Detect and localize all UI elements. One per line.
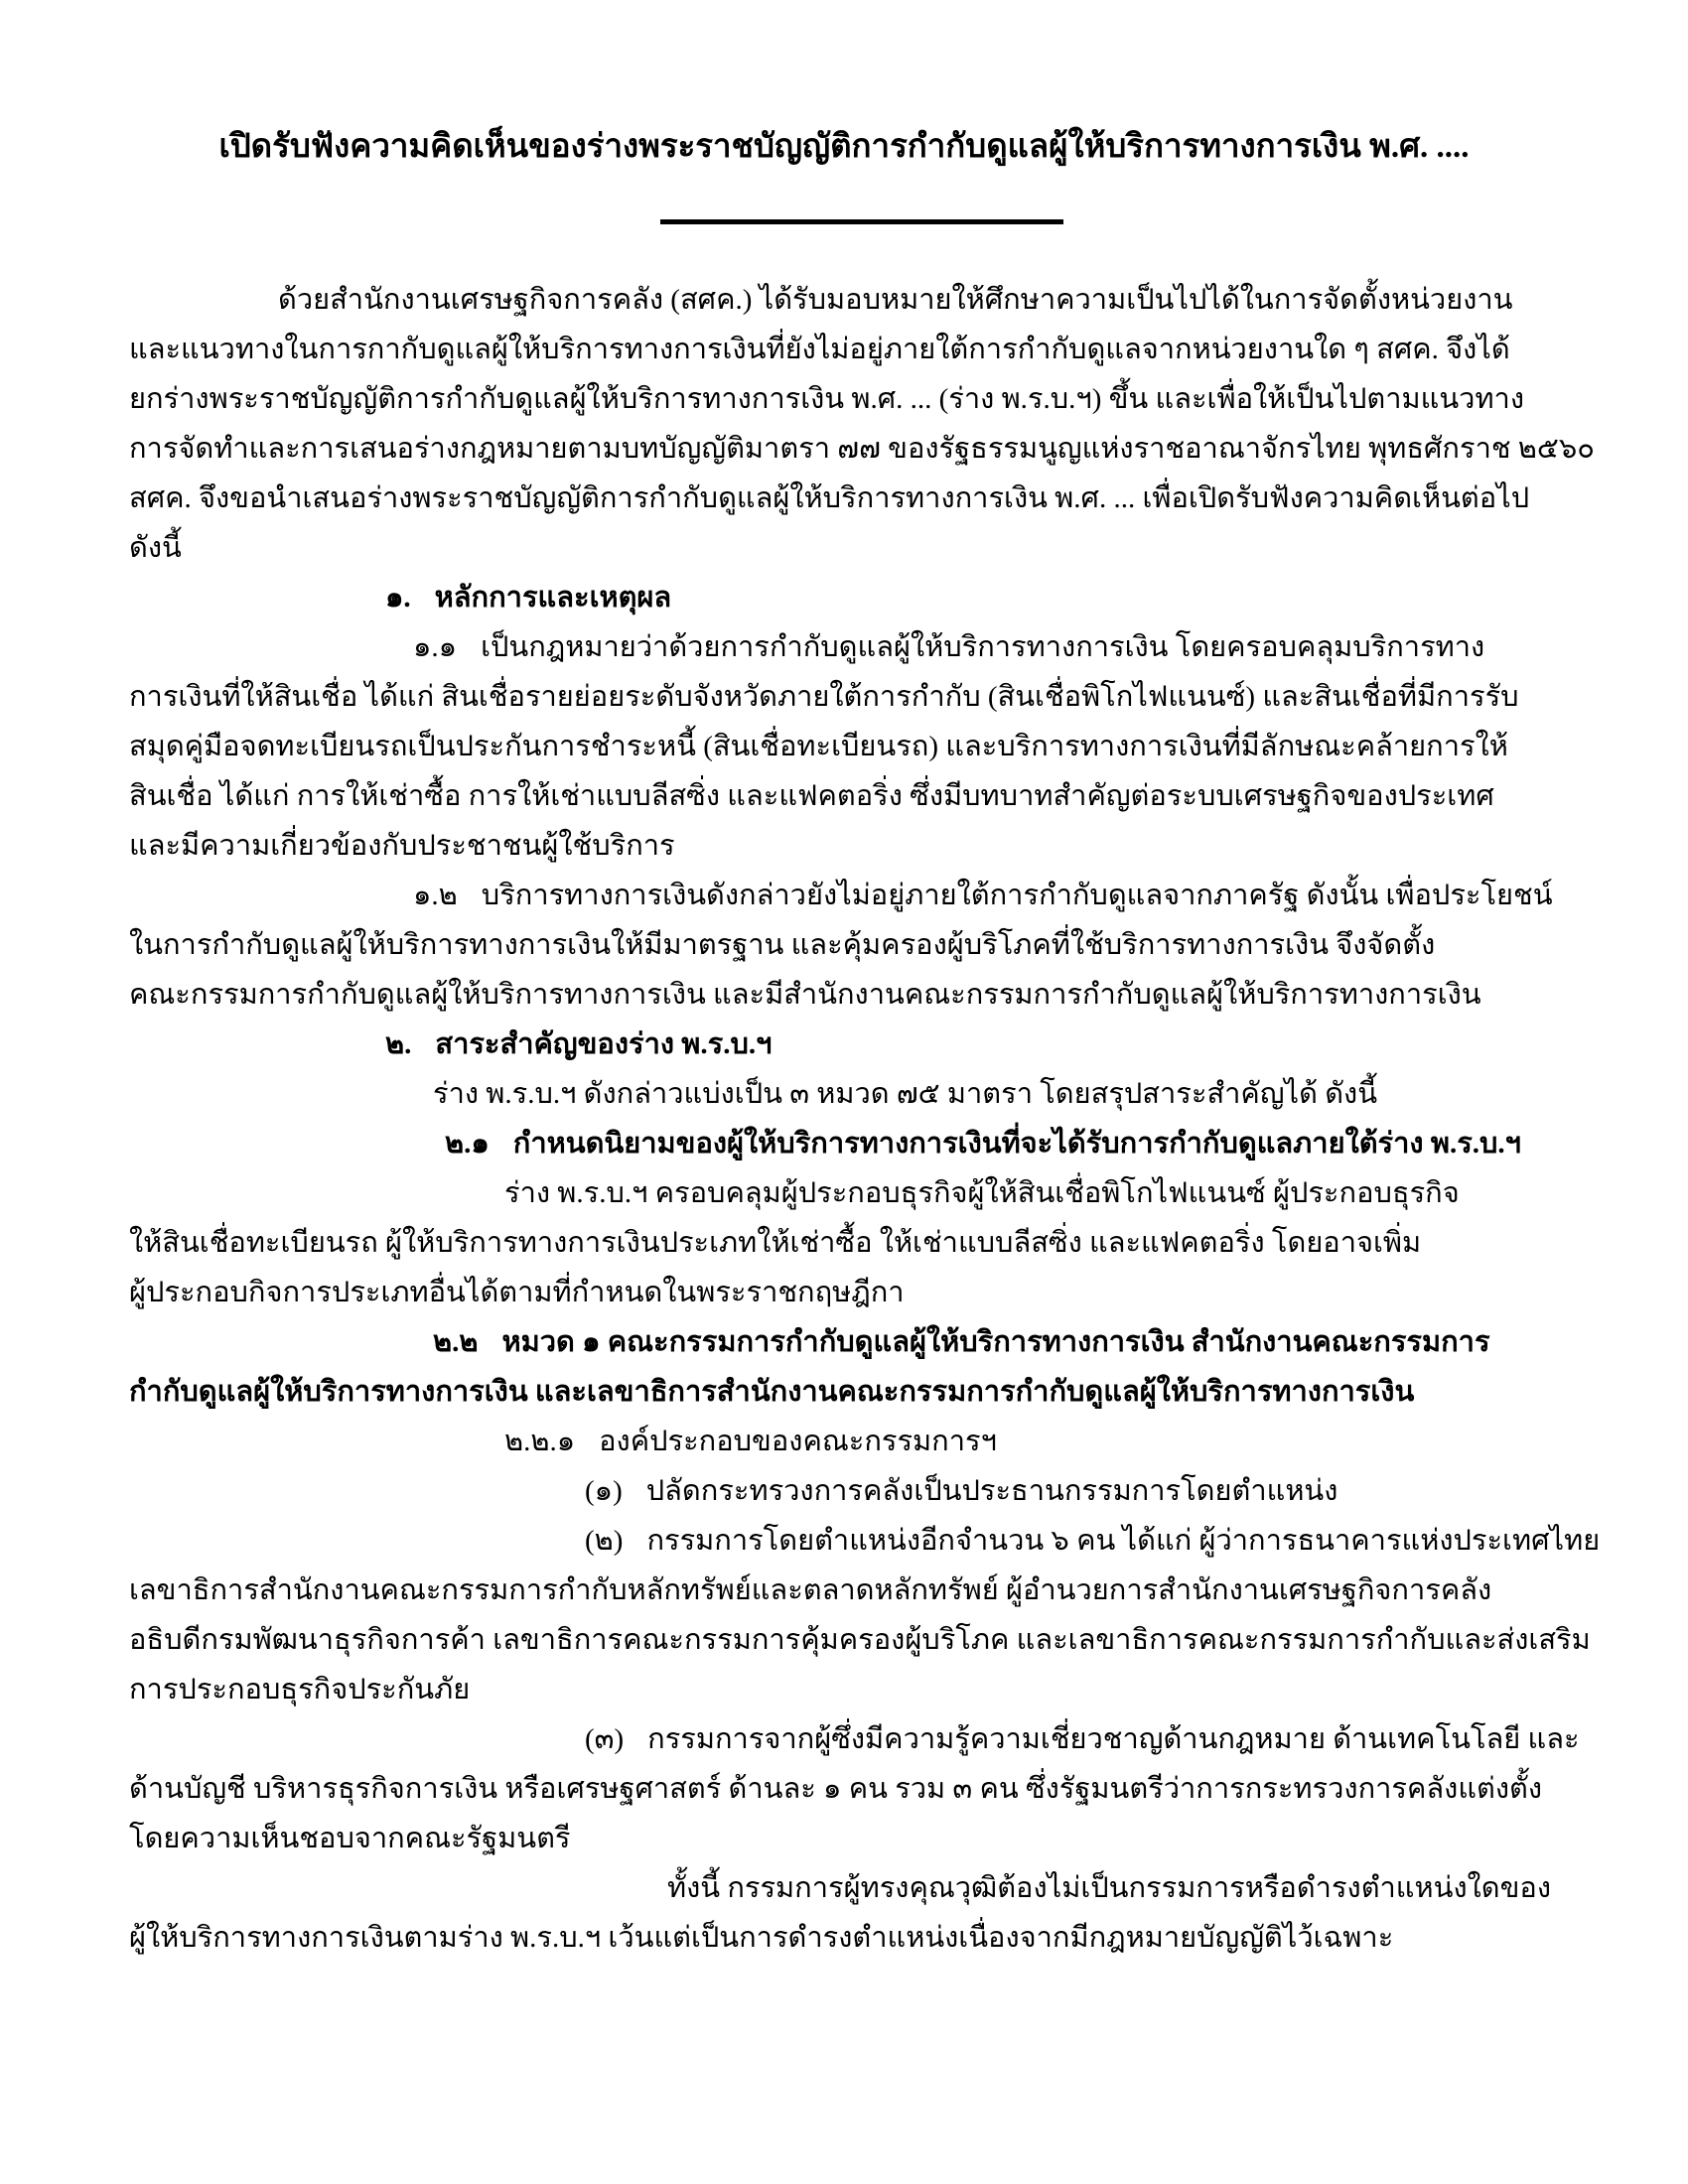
- line-text: อธิบดีกรมพัฒนาธุรกิจการค้า เลขาธิการคณะกรรมการคุ้มครองผู้บริโภค และเลขาธิการคณะกรรมการกำกับและส่งเสริม: [129, 1624, 1591, 1656]
- line-text: เป็นกฎหมายว่าด้วยการกำกับดูแลผู้ให้บริการทางการเงิน โดยครอบคลุมบริการทาง: [481, 631, 1485, 663]
- line-text: กรรมการโดยตำแหน่งอีกจำนวน ๖ คน ได้แก่ ผู้ว่าการธนาคารแห่งประเทศไทย: [646, 1525, 1601, 1557]
- line-text: การเงินที่ให้สินเชื่อ ได้แก่ สินเชื่อรายย่อยระดับจังหวัดภายใต้การกำกับ (สินเชื่อพิโกไฟแนนซ์) และสินเชื่อที่มีการรับ: [129, 681, 1519, 713]
- line-number: (๓): [585, 1723, 625, 1755]
- line-text: ในการกำกับดูแลผู้ให้บริการทางการเงินให้มีมาตรฐาน และคุ้มครองผู้บริโภคที่ใช้บริการทางการเงิน จึงจัดตั้ง: [129, 929, 1436, 961]
- text-line: [667, 1863, 1559, 1913]
- line-text: สศค. จึงขอนำเสนอร่างพระราชบัญญัติการกำกับดูแลผู้ให้บริการทางการเงิน พ.ศ. ... เพื่อเปิดรับฟังความคิดเห็นต่อไป: [129, 482, 1530, 514]
- text-line: [129, 474, 1559, 523]
- text-line: [129, 1566, 1559, 1615]
- text-line: [129, 821, 1559, 871]
- text-line: [129, 1665, 1559, 1714]
- text-line: [129, 523, 1559, 573]
- text-line: [129, 1615, 1591, 1665]
- text-line: [504, 1417, 1559, 1466]
- line-text: ด้วยสำนักงานเศรษฐกิจการคลัง (สศค.) ได้รับมอบหมายให้ศึกษาความเป็นไปได้ในการจัดตั้งหน่วยงาน: [278, 284, 1513, 316]
- line-number: ๒.: [385, 1028, 412, 1060]
- text-line: [129, 325, 1559, 374]
- text-line: [129, 771, 1559, 821]
- line-number: ๒.๒: [433, 1326, 479, 1358]
- line-text: บริการทางการเงินดังกล่าวยังไม่อยู่ภายใต้การกำกับดูแลจากภาครัฐ ดังนั้น เพื่อประโยชน์: [481, 880, 1553, 911]
- text-line: [278, 275, 1559, 325]
- line-text: กำหนดนิยามของผู้ให้บริการทางการเงินที่จะได้รับการกำกับดูแลภายใต้ร่าง พ.ร.บ.ฯ: [512, 1128, 1521, 1160]
- line-text: โดยความเห็นชอบจากคณะรัฐมนตรี: [129, 1823, 571, 1854]
- line-text: การประกอบธุรกิจประกันภัย: [129, 1674, 471, 1706]
- line-text: ทั้งนี้ กรรมการผู้ทรงคุณวุฒิต้องไม่เป็นกรรมการหรือดำรงตำแหน่งใดของ: [667, 1872, 1551, 1904]
- line-text: กำกับดูแลผู้ให้บริการทางการเงิน และเลขาธิการสำนักงานคณะกรรมการกำกับดูแลผู้ให้บริการทางการเงิน: [129, 1376, 1415, 1408]
- text-line: [433, 1317, 1559, 1367]
- line-text: ผู้ให้บริการทางการเงินตามร่าง พ.ร.บ.ฯ เว้นแต่เป็นการดำรงตำแหน่งเนื่องจากมีกฎหมายบัญญัติไว้เฉพาะ: [129, 1922, 1394, 1954]
- line-text: ผู้ประกอบกิจการประเภทอื่นได้ตามที่กำหนดในพระราชกฤษฎีกา: [129, 1277, 905, 1308]
- document-title: เปิดรับฟังความคิดเห็นของร่างพระราชบัญญัติการกำกับดูแลผู้ให้บริการทางการเงิน พ.ศ. ....: [218, 129, 1470, 165]
- line-text: ด้านบัญชี บริหารธุรกิจการเงิน หรือเศรษฐศาสตร์ ด้านละ ๑ คน รวม ๓ คน ซึ่งรัฐมนตรีว่าการกระทรวงการคลังแต่งตั้ง: [129, 1773, 1542, 1805]
- line-text: สาระสำคัญของร่าง พ.ร.บ.ฯ: [435, 1028, 773, 1060]
- text-line: [385, 573, 1559, 622]
- text-line: [129, 1367, 1559, 1417]
- text-line: [585, 1714, 1580, 1764]
- text-line: [385, 1020, 1559, 1069]
- line-text: ดังนี้: [129, 532, 182, 564]
- text-line: [585, 1516, 1601, 1566]
- text-line: [129, 1218, 1559, 1268]
- line-number: ๒.๒.๑: [504, 1426, 576, 1457]
- line-text: การจัดทำและการเสนอร่างกฎหมายตามบทบัญญัติมาตรา ๗๗ ของรัฐธรรมนูญแห่งราชอาณาจักรไทย พุทธศักราช ๒๕๖๐: [129, 433, 1595, 465]
- text-line: [129, 672, 1559, 722]
- line-text: เลขาธิการสำนักงานคณะกรรมการกำกับหลักทรัพย์และตลาดหลักทรัพย์ ผู้อำนวยการสำนักงานเศรษฐกิจการคลัง: [129, 1574, 1492, 1606]
- text-line: [413, 871, 1559, 920]
- title-divider-rule: [660, 219, 1063, 224]
- line-text: สินเชื่อ ได้แก่ การให้เช่าซื้อ การให้เช่าแบบลีสซิ่ง และแฟคตอริ่ง ซึ่งมีบทบาทสำคัญต่อระบบเศรษฐกิจของประเทศ: [129, 780, 1494, 812]
- line-number: ๑.๑: [413, 631, 458, 663]
- line-text: และมีความเกี่ยวข้องกับประชาชนผู้ใช้บริการ: [129, 830, 675, 862]
- text-line: [129, 722, 1559, 771]
- document-body: [129, 275, 1601, 1963]
- line-text: คณะกรรมการกำกับดูแลผู้ให้บริการทางการเงิน และมีสำนักงานคณะกรรมการกำกับดูแลผู้ให้บริการทางการเงิน: [129, 979, 1481, 1011]
- line-number: ๒.๑: [445, 1128, 490, 1160]
- line-text: หลักการและเหตุผล: [434, 582, 672, 614]
- line-number: ๑.: [385, 582, 411, 614]
- text-line: [129, 1268, 1559, 1317]
- line-text: ร่าง พ.ร.บ.ฯ ครอบคลุมผู้ประกอบธุรกิจผู้ให้สินเชื่อพิโกไฟแนนซ์ ผู้ประกอบธุรกิจ: [504, 1177, 1460, 1209]
- text-line: [445, 1119, 1559, 1168]
- text-line: [585, 1466, 1559, 1516]
- line-text: ยกร่างพระราชบัญญัติการกำกับดูแลผู้ให้บริการทางการเงิน พ.ศ. ... (ร่าง พ.ร.บ.ฯ) ขึ้น และเพื่อให้เป็นไปตามแนวทาง: [129, 383, 1524, 415]
- line-text: หมวด ๑ คณะกรรมการกำกับดูแลผู้ให้บริการทางการเงิน สำนักงานคณะกรรมการ: [501, 1326, 1490, 1358]
- line-text: สมุดคู่มือจดทะเบียนรถเป็นประกันการชำระหนี้ (สินเชื่อทะเบียนรถ) และบริการทางการเงินที่มีลักษณะคล้ายการให้: [129, 731, 1508, 762]
- text-line: [129, 920, 1559, 970]
- text-line: [129, 1764, 1559, 1814]
- line-number: (๒): [585, 1525, 624, 1557]
- line-text: กรรมการจากผู้ซึ่งมีความรู้ความเชี่ยวชาญด้านกฎหมาย ด้านเทคโนโลยี และ: [647, 1723, 1580, 1755]
- line-text: ให้สินเชื่อทะเบียนรถ ผู้ให้บริการทางการเงินประเภทให้เช่าซื้อ ให้เช่าแบบลีสซิ่ง และแฟคตอริ่ง โดยอาจเพิ่ม: [129, 1227, 1422, 1259]
- line-number: ๑.๒: [413, 880, 458, 911]
- line-number: (๑): [585, 1475, 623, 1507]
- text-line: [413, 622, 1559, 672]
- text-line: [504, 1168, 1559, 1218]
- text-line: [129, 374, 1559, 424]
- text-line: [129, 424, 1595, 474]
- line-text: และแนวทางในการกากับดูแลผู้ให้บริการทางการเงินที่ยังไม่อยู่ภายใต้การกำกับดูแลจากหน่วยงานใด ๆ สศค. จึงได้: [129, 334, 1510, 365]
- line-text: ปลัดกระทรวงการคลังเป็นประธานกรรมการโดยตำแหน่ง: [645, 1475, 1338, 1507]
- line-text: ร่าง พ.ร.บ.ฯ ดังกล่าวแบ่งเป็น ๓ หมวด ๗๕ มาตรา โดยสรุปสาระสำคัญได้ ดังนี้: [433, 1078, 1378, 1110]
- text-line: [129, 970, 1559, 1020]
- text-line: [129, 1814, 1559, 1863]
- text-line: [129, 1913, 1559, 1963]
- line-text: องค์ประกอบของคณะกรรมการฯ: [599, 1426, 997, 1457]
- text-line: [433, 1069, 1559, 1119]
